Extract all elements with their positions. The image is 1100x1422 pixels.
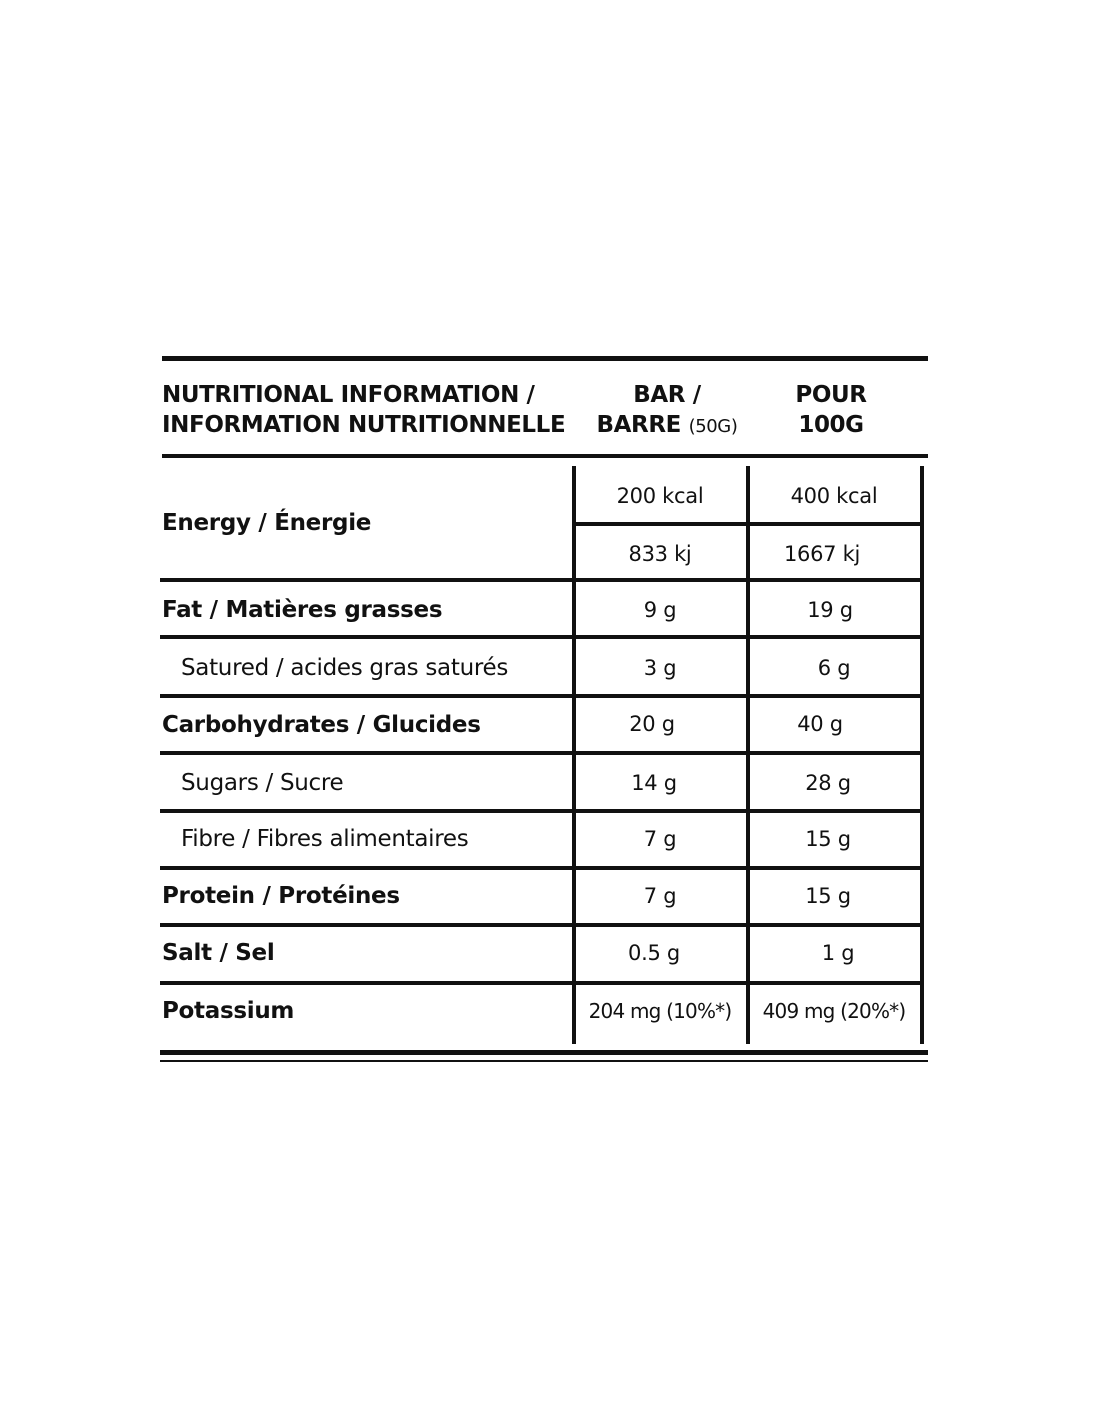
- row-label-saturated: Satured / acides gras saturés: [181, 655, 509, 681]
- row-label-carbohydrates: Carbohydrates / Glucides: [162, 712, 481, 738]
- row-per100-saturated: 6 g: [817, 656, 851, 680]
- row-bar-carbohydrates: 20 g: [629, 712, 675, 736]
- per100-header-line1: POUR: [795, 382, 867, 408]
- bottom-rule-thin: [160, 1060, 928, 1062]
- row-per100-sugars: 28 g: [805, 771, 851, 795]
- row-label-potassium: Potassium: [162, 998, 295, 1024]
- row-bar-fibre: 7 g: [643, 827, 677, 851]
- row-label-fibre: Fibre / Fibres alimentaires: [181, 826, 469, 852]
- energy-bar-kj: 833 kj: [628, 542, 692, 566]
- bar-header-line1: BAR /: [633, 382, 701, 408]
- header-rule: [162, 454, 928, 458]
- row-rule-8: [160, 981, 924, 985]
- bar-column-header: [592, 380, 742, 442]
- row-label-fat: Fat / Matières grasses: [162, 597, 443, 623]
- row-rule-3: [160, 694, 924, 698]
- row-bar-potassium: 204 mg (10%*): [588, 999, 732, 1023]
- row-bar-saturated: 3 g: [643, 656, 677, 680]
- row-rule-5: [160, 809, 924, 813]
- row-per100-potassium: 409 mg (20%*): [762, 999, 906, 1023]
- row-label-sugars: Sugars / Sucre: [181, 770, 344, 796]
- row-bar-fat: 9 g: [643, 598, 677, 622]
- row-per100-fat: 19 g: [807, 598, 853, 622]
- row-per100-salt: 1 g: [821, 941, 855, 965]
- row-bar-salt: 0.5 g: [628, 941, 680, 965]
- row-bar-sugars: 14 g: [631, 771, 677, 795]
- energy-label: Energy / Énergie: [162, 510, 372, 536]
- top-rule: [162, 356, 928, 361]
- row-per100-fibre: 15 g: [805, 827, 851, 851]
- row-label-salt: Salt / Sel: [162, 940, 275, 966]
- per100-column-header: [760, 380, 902, 440]
- nutrition-table: [160, 356, 928, 1064]
- table-title-line1: NUTRITIONAL INFORMATION /: [162, 382, 535, 408]
- row-per100-carbohydrates: 40 g: [797, 712, 843, 736]
- energy-per100-kj: 1667 kj: [783, 542, 860, 566]
- table-title-line2: INFORMATION NUTRITIONNELLE: [162, 412, 566, 438]
- row-rule-4: [160, 751, 924, 755]
- row-label-protein: Protein / Protéines: [162, 883, 400, 909]
- energy-per100-kcal: 400 kcal: [790, 484, 878, 508]
- bar-header-line2: [592, 410, 742, 442]
- bottom-rule-thick: [160, 1050, 928, 1055]
- energy-bar-kcal: 200 kcal: [616, 484, 704, 508]
- bar-header-label: BARRE: [596, 412, 681, 438]
- row-rule-6: [160, 866, 924, 870]
- row-bar-protein: 7 g: [643, 884, 677, 908]
- row-rule-7: [160, 923, 924, 927]
- row-rule-1: [160, 578, 924, 582]
- table-title: [162, 380, 565, 440]
- bar-size: (50G): [688, 416, 738, 437]
- per100-header-line2: 100G: [798, 412, 864, 438]
- row-rule-2: [160, 635, 924, 639]
- row-per100-protein: 15 g: [805, 884, 851, 908]
